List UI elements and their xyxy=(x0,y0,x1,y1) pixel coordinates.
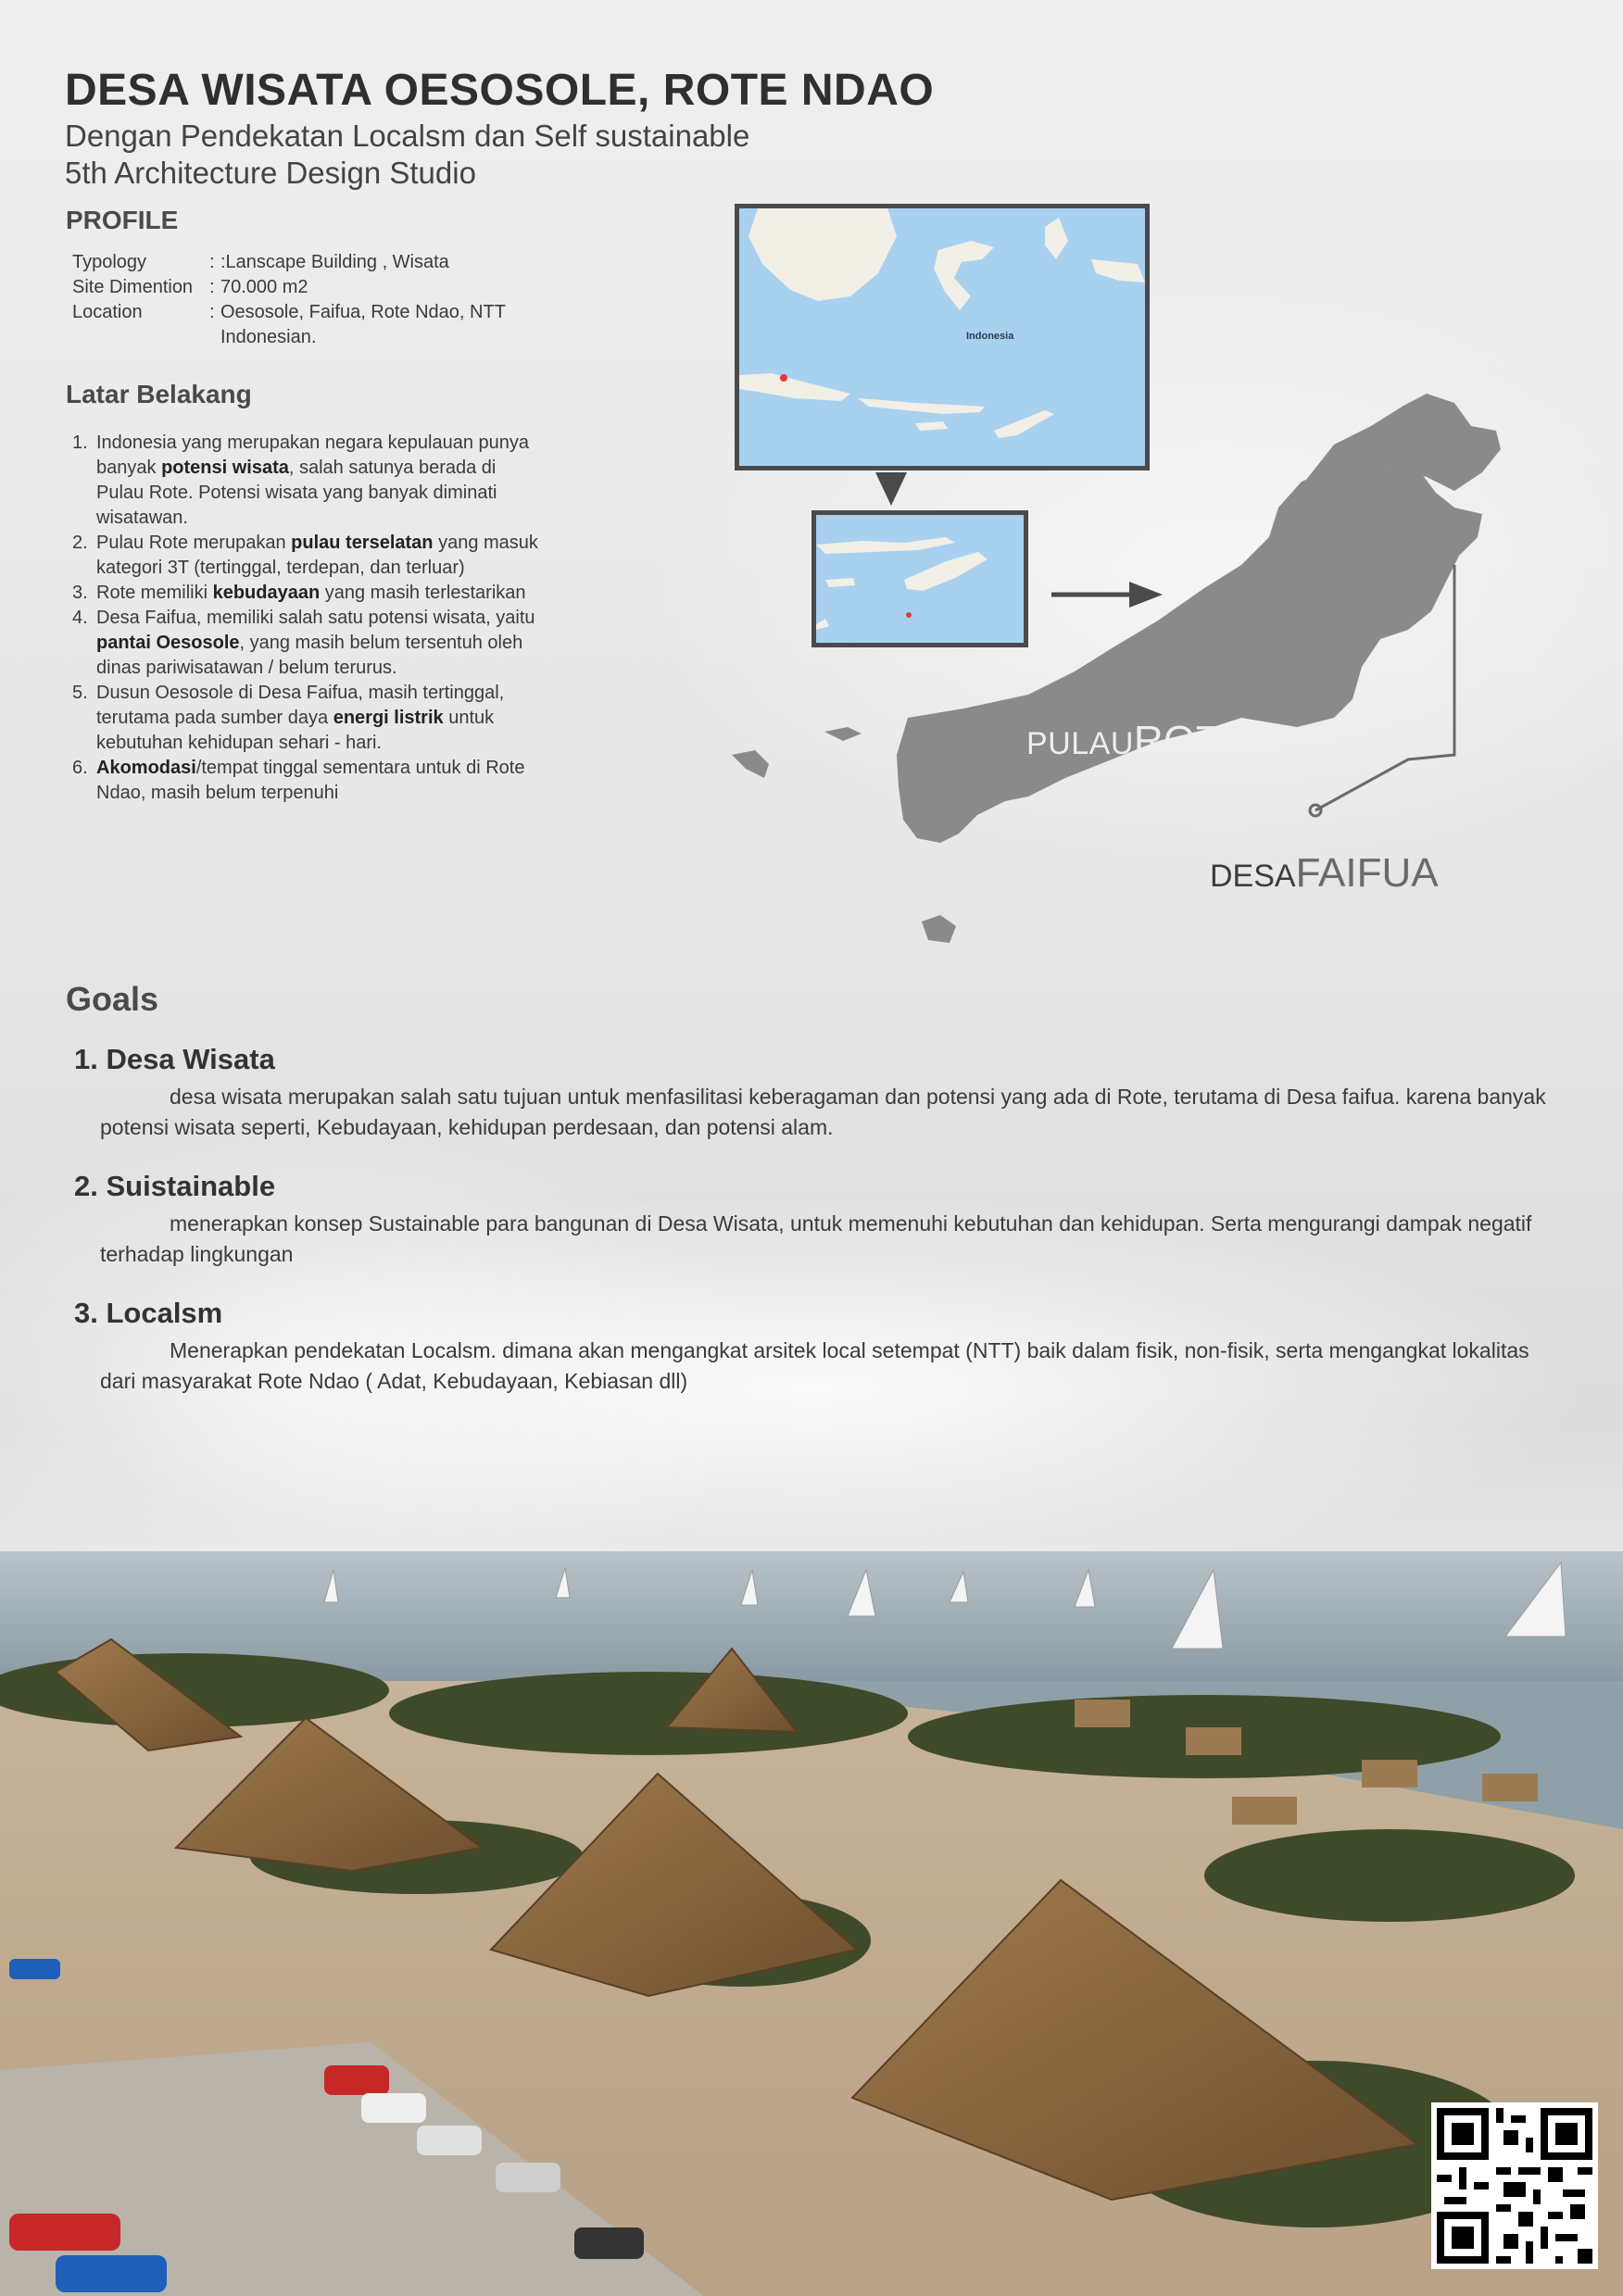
studio-label: 5th Architecture Design Studio xyxy=(65,156,476,190)
profile-value: :Lanscape Building , Wisata xyxy=(220,252,449,272)
list-highlight: potensi wisata xyxy=(161,458,289,478)
list-item xyxy=(72,606,545,681)
list-item xyxy=(72,431,545,531)
profile-sep: : xyxy=(209,277,215,297)
list-text: yang masih terlestarikan xyxy=(320,583,526,603)
goal-title: 2. Suistainable xyxy=(74,1170,276,1202)
goal-title: 1. Desa Wisata xyxy=(74,1043,275,1075)
list-text: Indonesia yang merupakan negara kepulauan punya banyak xyxy=(96,433,530,478)
profile-value: Oesosole, Faifua, Rote Ndao, NTT Indonesian. xyxy=(220,302,506,347)
list-text: , salah satunya berada di Pulau Rote. Potensi wisata yang banyak diminati wisatawan. xyxy=(96,458,497,528)
profile-row xyxy=(72,250,554,275)
latar-list xyxy=(72,431,545,806)
goal-item xyxy=(74,1170,1556,1270)
list-number: 1. xyxy=(72,433,88,453)
profile-sep: : xyxy=(209,302,215,322)
list-number: 2. xyxy=(72,533,88,553)
list-highlight: pulau terselatan xyxy=(291,533,434,553)
list-highlight: pantai Oesosole xyxy=(96,633,240,653)
list-text: Pulau Rote merupakan xyxy=(96,533,292,553)
list-text: Rote memiliki xyxy=(96,583,213,603)
desa-label-small: DESA xyxy=(1210,859,1296,894)
desa-label-big: FAIFUA xyxy=(1295,850,1439,896)
list-item xyxy=(72,756,545,806)
list-text: /tempat tinggal sementara untuk di Rote Ndao, masih belum terpenuhi xyxy=(96,758,525,803)
profile-key: Location xyxy=(72,302,143,322)
list-highlight: kebudayaan xyxy=(212,583,321,603)
map-label: Indonesia xyxy=(966,331,1014,342)
profile-row xyxy=(72,275,554,300)
list-item xyxy=(72,581,545,606)
profile-row xyxy=(72,300,554,350)
list-item xyxy=(72,531,545,581)
list-text: , yang masih belum tersentuh oleh dinas pariwisatawan / belum terurus. xyxy=(96,633,523,678)
list-number: 5. xyxy=(72,683,88,703)
goal-text: desa wisata merupakan salah satu tujuan untuk menfasilitasi keberagaman dan potensi yang ada di Rote, terutama di Desa faifua. karena banyak potensi wisata seperti, Kebudayaan, kehidupan perdesaan, dan potensi alam. xyxy=(100,1085,1546,1139)
list-text: yang masuk kategori 3T (tertinggal, terdepan, dan terluar) xyxy=(96,533,538,578)
qr-code-icon xyxy=(1437,2108,1592,2264)
list-number: 3. xyxy=(72,583,88,603)
profile-table xyxy=(72,250,554,350)
desa-faifua-label xyxy=(1210,850,1439,897)
goal-item xyxy=(74,1043,1556,1143)
page-title: DESA WISATA OESOSOLE, ROTE NDAO xyxy=(65,66,935,115)
list-text: Dusun Oesosole di Desa Faifua, masih tertinggal, terutama pada sumber daya xyxy=(96,683,505,728)
list-text: Desa Faifua, memiliki salah satu potensi wisata, yaitu xyxy=(96,608,535,628)
profile-heading: PROFILE xyxy=(66,206,179,234)
goal-text: menerapkan konsep Sustainable para bangunan di Desa Wisata, untuk memenuhi kebutuhan dan kehidupan. Serta mengurangi dampak negatif terhadap lingkungan xyxy=(100,1211,1532,1266)
list-number: 6. xyxy=(72,758,88,778)
list-highlight: energi listrik xyxy=(333,708,444,728)
list-highlight: Akomodasi xyxy=(96,758,196,778)
goal-title: 3. Localsm xyxy=(74,1297,223,1329)
profile-sep: : xyxy=(209,252,215,272)
pulau-label-big: ROTE xyxy=(1133,718,1250,763)
profile-key: Typology xyxy=(72,252,147,272)
pulau-rote-label xyxy=(1026,718,1249,764)
list-item xyxy=(72,681,545,756)
aerial-render-image xyxy=(0,1551,1623,2296)
latar-heading: Latar Belakang xyxy=(66,380,252,408)
page-subtitle: Dengan Pendekatan Localsm dan Self sustainable xyxy=(65,119,750,153)
list-text: untuk kebutuhan kehidupan sehari - hari. xyxy=(96,708,495,753)
profile-value: 70.000 m2 xyxy=(220,277,308,297)
goals-heading: Goals xyxy=(66,980,159,1018)
list-number: 4. xyxy=(72,608,88,628)
goal-text: Menerapkan pendekatan Localsm. dimana akan mengangkat arsitek local setempat (NTT) baik dalam fisik, non-fisik, serta mengangkat lokalitas dari masyarakat Rote Ndao ( Adat, Kebudayaan, Kebiasan dll) xyxy=(100,1338,1529,1393)
pulau-label-small: PULAU xyxy=(1026,726,1134,761)
profile-key: Site Dimention xyxy=(72,277,194,297)
goal-item xyxy=(74,1297,1556,1397)
qr-code xyxy=(1431,2102,1598,2269)
